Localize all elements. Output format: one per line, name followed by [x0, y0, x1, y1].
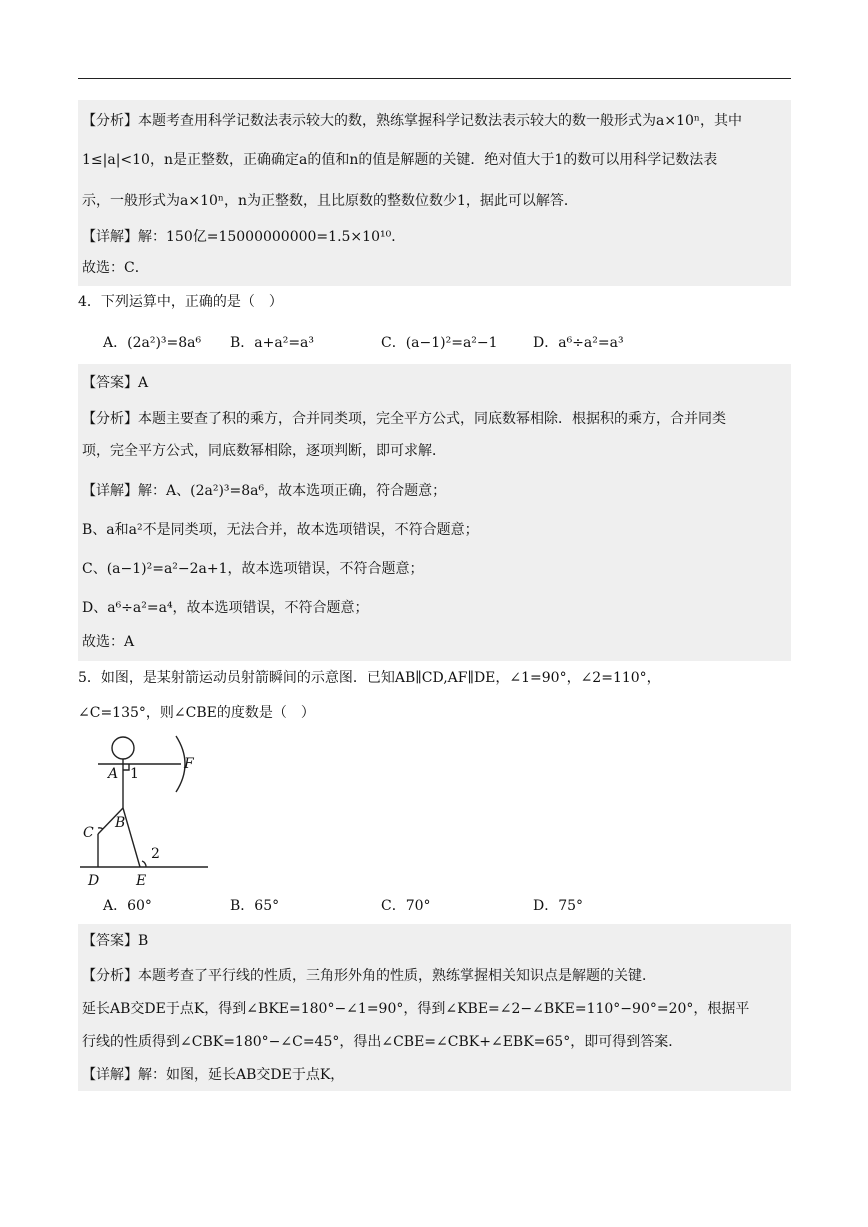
label-2: 2 [151, 846, 160, 862]
analysis-line-1: 【分析】本题考查了平行线的性质，三角形外角的性质，熟练掌握相关知识点是解题的关键． [82, 968, 656, 984]
detail-line: 【详解】解：如图，延长AB交DE于点K， [82, 1067, 345, 1083]
analysis-line-2: 延长AB交DE于点K，得到∠BKE=180°−∠1=90°，得到∠KBE=∠2−∠BKE=110°−90°=20°，根据平 [82, 1001, 750, 1017]
solution-block-q3 [78, 100, 791, 286]
choice-line: 故选：C． [82, 260, 149, 276]
analysis-line-3: 示，一般形式为a×10ⁿ，n为正整数，且比原数的整数位数少1，据此可以解答． [82, 193, 578, 209]
q4-option-b: B．a+a²=a³ [230, 335, 315, 351]
label-A: A [108, 766, 119, 782]
analysis-line-1: 【分析】本题考查用科学记数法表示较大的数，熟练掌握科学记数法表示较大的数一般形式为a×10ⁿ，其中 [82, 113, 742, 129]
analysis-line-3: 行线的性质得到∠CBK=180°−∠C=45°，得出∠CBE=∠CBK+∠EBK=65°，即可得到答案． [82, 1034, 683, 1050]
label-E: E [136, 873, 147, 889]
archer-diagram [78, 732, 210, 892]
analysis-line-2: 1≤|a|<10，n是正整数，正确确定a的值和n的值是解题的关键．绝对值大于1的数可以用科学记数法表 [82, 152, 718, 168]
analysis-line-2: 项，完全平方公式，同底数幂相除，逐项判断，即可求解． [82, 443, 446, 459]
analysis-line-1: 【分析】本题主要查了积的乘方，合并同类项，完全平方公式，同底数幂相除．根据积的乘方，合并同类 [82, 411, 726, 427]
question-4-stem: 4．下列运算中，正确的是（ ） [78, 294, 283, 310]
line-BE [123, 808, 140, 867]
choice-line: 故选：A [82, 634, 135, 650]
solution-block-q4 [78, 364, 791, 661]
label-B: B [115, 815, 126, 831]
answer-line: 【答案】B [82, 933, 149, 949]
detail-line-d: D、a⁶÷a²=a⁴，故本选项错误，不符合题意； [82, 600, 369, 616]
label-F: F [184, 756, 194, 772]
head-circle [112, 737, 134, 759]
label-D: D [88, 873, 100, 889]
detail-line: 【详解】解：150亿=15000000000=1.5×10¹⁰． [82, 229, 406, 245]
q5-option-a: A．60° [103, 898, 152, 914]
label-1: 1 [130, 766, 139, 782]
question-5-stem-line-1: 5．如图，是某射箭运动员射箭瞬间的示意图．已知AB∥CD,AF∥DE，∠1=90°，∠2=110°， [78, 670, 661, 686]
header-rule [78, 78, 791, 79]
angle-arc-C [98, 828, 103, 829]
detail-line-c: C、(a−1)²=a²−2a+1，故本选项错误，不符合题意； [82, 561, 424, 577]
detail-line-b: B、a和a²不是同类项，无法合并，故本选项错误，不符合题意； [82, 522, 479, 538]
q5-option-d: D．75° [533, 898, 584, 914]
q5-option-c: C．70° [381, 898, 431, 914]
q5-option-b: B．65° [230, 898, 280, 914]
angle-arc-2 [142, 861, 146, 867]
solution-block-q5 [78, 924, 791, 1091]
q4-option-a: A．(2a²)³=8a⁶ [103, 335, 202, 351]
question-5-stem-line-2: ∠C=135°，则∠CBE的度数是（ ） [78, 705, 315, 721]
detail-line-a: 【详解】解：A、(2a²)³=8a⁶，故本选项正确，符合题意； [82, 483, 447, 499]
label-C: C [83, 825, 94, 841]
answer-line: 【答案】A [82, 375, 149, 391]
right-angle-mark [123, 764, 129, 770]
q4-option-c: C．(a−1)²=a²−1 [381, 335, 498, 351]
q4-option-d: D．a⁶÷a²=a³ [533, 335, 624, 351]
